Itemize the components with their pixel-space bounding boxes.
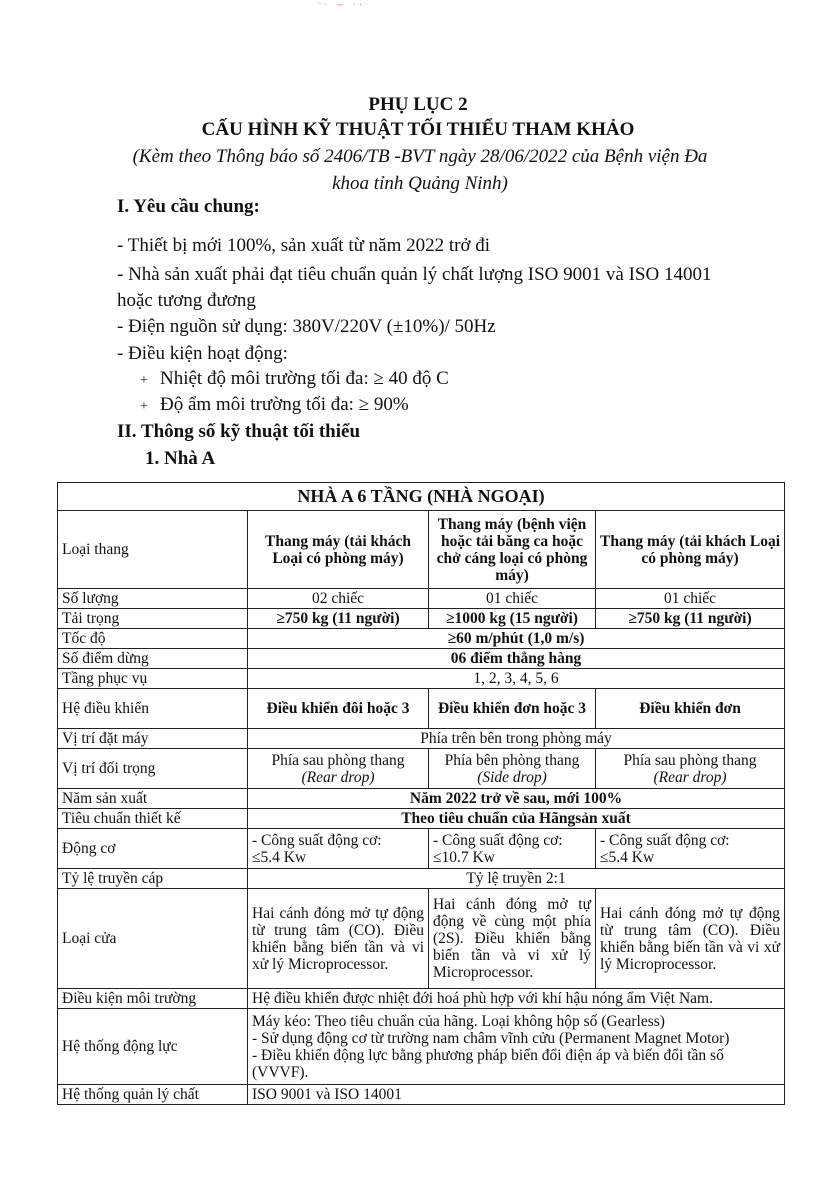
table-row bbox=[58, 789, 785, 809]
plus-marker: + bbox=[140, 373, 148, 388]
load-col-1: ≥750 kg (11 người) bbox=[248, 609, 429, 629]
row-label-stops: Số điểm dừng bbox=[58, 649, 248, 669]
control-col-1: Điều khiển đôi hoặc 3 bbox=[248, 689, 429, 729]
table-row bbox=[58, 869, 785, 889]
row-label-motor: Động cơ bbox=[58, 829, 248, 869]
table-row bbox=[58, 1009, 785, 1085]
motor-col-2-line1: - Công suất động cơ: bbox=[433, 831, 563, 849]
counterweight-col-3-vi: Phía sau phòng thang bbox=[623, 751, 757, 769]
standard-value: Theo tiêu chuẩn của Hãngsản xuất bbox=[248, 809, 785, 829]
bullet-2-cont: hoặc tương đương bbox=[117, 290, 256, 311]
bullet-4: - Điều kiện hoạt động: bbox=[117, 343, 288, 364]
year-value: Năm 2022 trở về sau, mới 100% bbox=[248, 789, 785, 809]
counterweight-col-2-en: (Side drop) bbox=[477, 768, 547, 786]
table-row bbox=[58, 809, 785, 829]
row-label-control: Hệ điều khiển bbox=[58, 689, 248, 729]
counterweight-col-1-vi: Phía sau phòng thang bbox=[271, 751, 405, 769]
drive-line-1: Máy kéo: Theo tiêu chuẩn của hãng. Loại không hộp số (Gearless) bbox=[252, 1012, 665, 1030]
table-row bbox=[58, 689, 785, 729]
row-label-drive: Hệ thống động lực bbox=[58, 1009, 248, 1085]
motor-col-2 bbox=[429, 829, 596, 869]
table-title: NHÀ A 6 TẦNG (NHÀ NGOẠI) bbox=[58, 483, 785, 511]
cable-ratio-value: Tỷ lệ truyền 2:1 bbox=[248, 869, 785, 889]
table-row bbox=[58, 989, 785, 1009]
row-label-cable-ratio: Tỷ lệ truyền cáp bbox=[58, 869, 248, 889]
table-row bbox=[58, 669, 785, 689]
type-col-3: Thang máy (tải khách Loại có phòng máy) bbox=[596, 511, 785, 589]
floors-value: 1, 2, 3, 4, 5, 6 bbox=[248, 669, 785, 689]
counterweight-col-2-vi: Phía bên phòng thang bbox=[444, 751, 580, 769]
quantity-col-3: 01 chiếc bbox=[596, 589, 785, 609]
document-subtitle bbox=[130, 143, 710, 197]
counterweight-col-1-en: (Rear drop) bbox=[301, 768, 375, 786]
appendix-title: PHỤ LỤC 2 bbox=[368, 94, 468, 115]
row-label-quality: Hệ thống quản lý chất bbox=[58, 1085, 248, 1105]
section-1-title: I. Yêu cầu chung: bbox=[117, 196, 260, 217]
speed-value: ≥60 m/phút (1,0 m/s) bbox=[248, 629, 785, 649]
table-row bbox=[58, 889, 785, 989]
counterweight-col-3 bbox=[596, 749, 785, 789]
environment-value: Hệ điều khiển được nhiệt đới hoá phù hợp với khí hậu nóng ẩm Việt Nam. bbox=[248, 989, 785, 1009]
motor-col-3 bbox=[596, 829, 785, 869]
row-label-year: Năm sản xuất bbox=[58, 789, 248, 809]
row-label-door: Loại cửa bbox=[58, 889, 248, 989]
row-label-environment: Điều kiện môi trường bbox=[58, 989, 248, 1009]
condition-humidity bbox=[140, 394, 409, 416]
motor-col-1 bbox=[248, 829, 429, 869]
row-label-counterweight: Vị trí đối trọng bbox=[58, 749, 248, 789]
spec-table bbox=[57, 482, 785, 1105]
bullet-3: - Điện nguồn sử dụng: 380V/220V (±10%)/ 50Hz bbox=[117, 316, 496, 337]
row-label-quantity: Số lượng bbox=[58, 589, 248, 609]
row-label-floors: Tầng phục vụ bbox=[58, 669, 248, 689]
motor-col-1-line2: ≤5.4 Kw bbox=[252, 848, 307, 866]
motor-col-2-line2: ≤10.7 Kw bbox=[433, 848, 495, 866]
counterweight-col-1 bbox=[248, 749, 429, 789]
table-row bbox=[58, 749, 785, 789]
motor-col-3-line1: - Công suất động cơ: bbox=[600, 831, 730, 849]
load-col-2: ≥1000 kg (15 người) bbox=[429, 609, 596, 629]
quality-value: ISO 9001 và ISO 14001 bbox=[248, 1085, 785, 1105]
quantity-col-1: 02 chiếc bbox=[248, 589, 429, 609]
row-label-type: Loại thang bbox=[58, 511, 248, 589]
control-col-2: Điều khiển đơn hoặc 3 bbox=[429, 689, 596, 729]
table-row bbox=[58, 483, 785, 511]
condition-temperature bbox=[140, 368, 449, 390]
load-col-3: ≥750 kg (11 người) bbox=[596, 609, 785, 629]
row-label-load: Tải trọng bbox=[58, 609, 248, 629]
door-col-3: Hai cánh đóng mở tự động từ trung tâm (CO). Điều khiển bằng biến tần và vi xử lý Microprocessor. bbox=[596, 889, 785, 989]
motor-col-3-line2: ≤5.4 Kw bbox=[600, 848, 655, 866]
table-row bbox=[58, 1085, 785, 1105]
row-label-standard: Tiêu chuẩn thiết kế bbox=[58, 809, 248, 829]
table-row bbox=[58, 649, 785, 669]
subtitle-line-1: (Kèm theo Thông báo số 2406/TB -BVT ngày 28/06/2022 của Bệnh viện Đa bbox=[132, 146, 708, 167]
table-row bbox=[58, 609, 785, 629]
condition-humidity-text: Độ ẩm môi trường tối đa: ≥ 90% bbox=[160, 394, 409, 415]
table-row bbox=[58, 829, 785, 869]
plus-marker: + bbox=[140, 399, 148, 414]
quantity-col-2: 01 chiếc bbox=[429, 589, 596, 609]
subtitle-line-2: khoa tỉnh Quảng Ninh) bbox=[332, 173, 508, 194]
row-label-speed: Tốc độ bbox=[58, 629, 248, 649]
door-col-2: Hai cánh đóng mở tự động về cùng một phía (2S). Điều khiển bằng biến tần và vi xử lý Microprocessor. bbox=[429, 889, 596, 989]
bullet-2: - Nhà sản xuất phải đạt tiêu chuẩn quản lý chất lượng ISO 9001 và ISO 14001 bbox=[117, 264, 712, 285]
section-2-title: II. Thông số kỹ thuật tối thiểu bbox=[117, 421, 361, 442]
stops-value: 06 điểm thẳng hàng bbox=[248, 649, 785, 669]
stamp-mark: ᵔ· ∽ ·· bbox=[318, 0, 366, 11]
subsection-nha-a: 1. Nhà A bbox=[145, 448, 216, 469]
table-row bbox=[58, 589, 785, 609]
counterweight-col-2 bbox=[429, 749, 596, 789]
motor-col-1-line1: - Công suất động cơ: bbox=[252, 831, 382, 849]
machine-position-value: Phía trên bên trong phòng máy bbox=[248, 729, 785, 749]
drive-line-2: - Sử dụng động cơ từ trường nam châm vĩnh cửu (Permanent Magnet Motor) bbox=[252, 1029, 730, 1047]
document-heading: CẤU HÌNH KỸ THUẬT TỐI THIỂU THAM KHẢO bbox=[201, 119, 635, 140]
table-row bbox=[58, 729, 785, 749]
counterweight-col-3-en: (Rear drop) bbox=[653, 768, 727, 786]
drive-line-3: - Điều khiển động lực bằng phương pháp biến đổi điện áp và biến đổi tần số (VVVF). bbox=[252, 1046, 724, 1081]
drive-value bbox=[248, 1009, 785, 1085]
table-row bbox=[58, 629, 785, 649]
type-col-1: Thang máy (tải khách Loại có phòng máy) bbox=[248, 511, 429, 589]
bullet-1: - Thiết bị mới 100%, sản xuất từ năm 2022 trở đi bbox=[117, 235, 491, 256]
control-col-3: Điều khiển đơn bbox=[596, 689, 785, 729]
door-col-1: Hai cánh đóng mở tự động từ trung tâm (CO). Điều khiển bằng biến tần và vi xử lý Microprocessor. bbox=[248, 889, 429, 989]
type-col-2: Thang máy (bệnh viện hoặc tải băng ca hoặc chở cáng loại có phòng máy) bbox=[429, 511, 596, 589]
row-label-machine-position: Vị trí đặt máy bbox=[58, 729, 248, 749]
table-row bbox=[58, 511, 785, 589]
condition-temperature-text: Nhiệt độ môi trường tối đa: ≥ 40 độ C bbox=[160, 368, 449, 389]
